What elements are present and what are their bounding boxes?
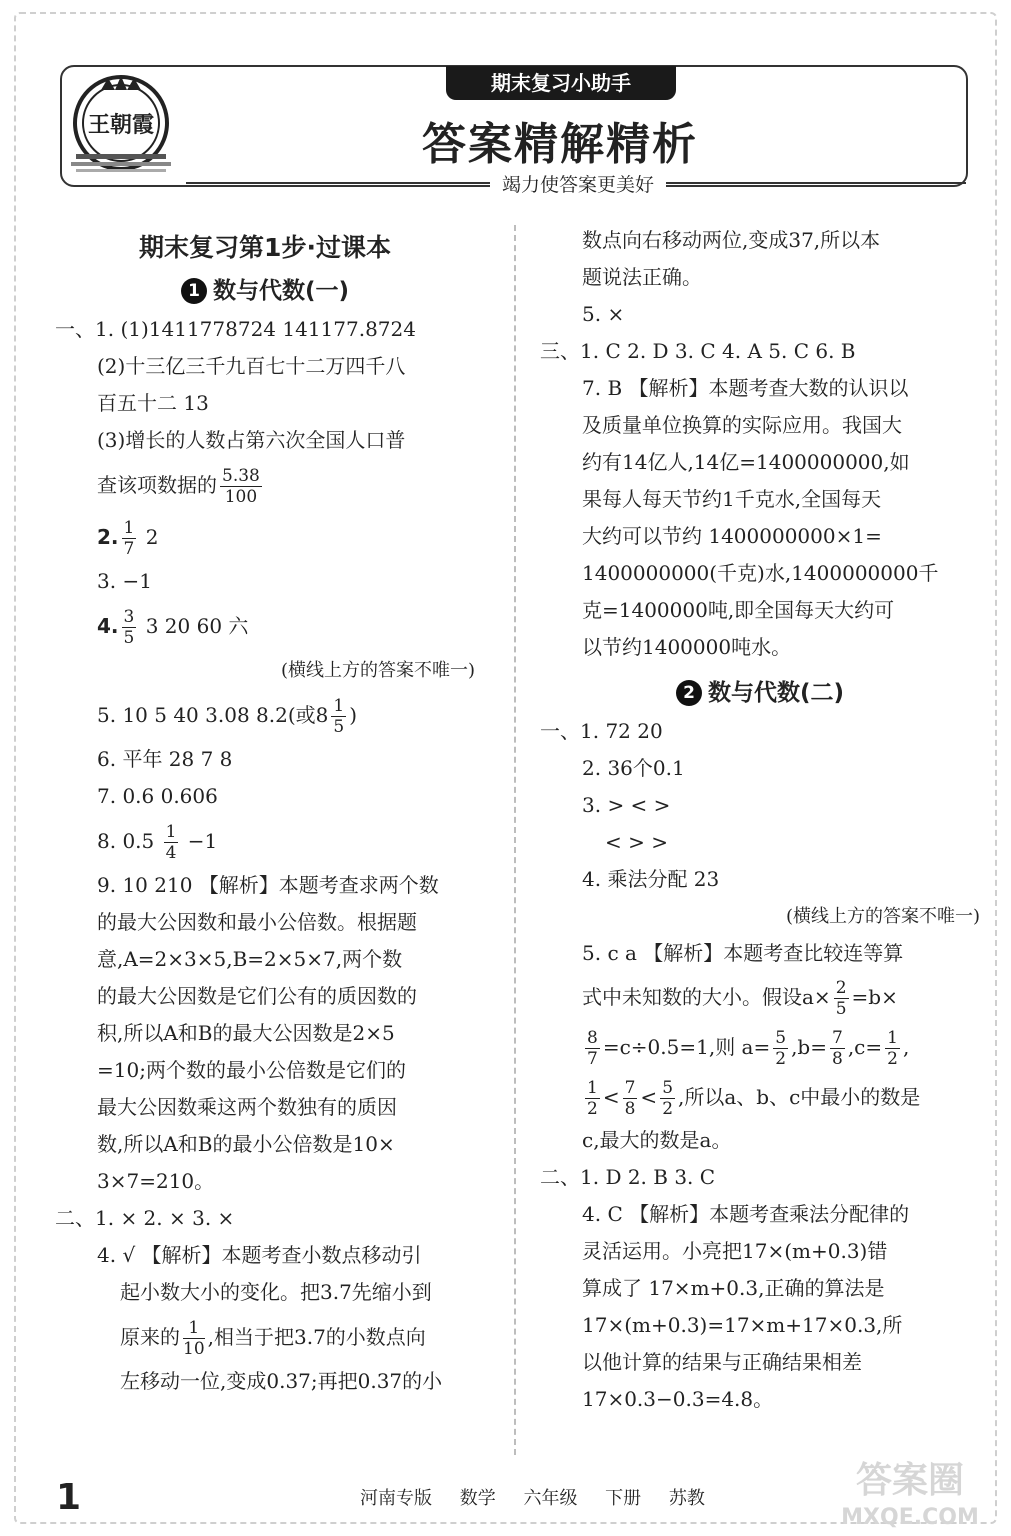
answer-line: 6. 平年 28 7 8 xyxy=(97,747,233,771)
fraction: $\frac{7}{8}$ xyxy=(624,1078,636,1119)
fraction: $\frac{2}{5}$ xyxy=(835,978,847,1019)
right-column xyxy=(540,222,980,1418)
page-title: 答案精解精析 xyxy=(422,119,698,170)
answer-line: 约有14亿人,14亿=1400000000,如 xyxy=(582,450,910,474)
answer-line: 7. B 【解析】本题考查大数的认识以 xyxy=(582,376,909,400)
fraction: $\frac{1}{10}$ xyxy=(183,1318,205,1359)
answer-line: 大约可以节约 1400000000×1= xyxy=(582,524,882,548)
fraction: $\frac{1}{7}$ xyxy=(123,518,135,559)
page-number: 1 xyxy=(56,1477,82,1518)
answer-line: 左移动一位,变成0.37;再把0.37的小 xyxy=(120,1369,443,1393)
fraction: $\frac{1}{2}$ xyxy=(587,1078,598,1119)
answer-line: 17×(m+0.3)=17×m+17×0.3,所 xyxy=(582,1313,903,1337)
note: (横线上方的答案不唯一) xyxy=(280,660,475,681)
fraction: $\frac{8}{7}$ xyxy=(587,1028,598,1069)
answer-line: 以节约1400000吨水。 xyxy=(582,635,792,659)
answer-line: 5. 10 5 40 3.08 8.2(或8 $\frac{1}{5}$ ) xyxy=(97,696,357,737)
answer-line: 5. × xyxy=(582,302,625,326)
answer-line: 最大公因数乘这两个数独有的质因 xyxy=(97,1095,397,1119)
watermark xyxy=(810,1452,1000,1532)
answer-line: 三、1. C 2. D 3. C 4. A 5. C 6. B xyxy=(540,339,856,363)
answer-line: 题说法正确。 xyxy=(582,265,702,289)
header-tag: 期末复习小助手 xyxy=(446,66,676,100)
note: (横线上方的答案不唯一) xyxy=(785,906,980,927)
fraction: $\frac{5}{2}$ xyxy=(662,1078,674,1119)
brand-logo xyxy=(66,68,176,178)
left-column xyxy=(55,222,475,1400)
watermark-title: 答案圈 xyxy=(855,1460,965,1501)
answer-line: 1400000000(千克)水,1400000000千 xyxy=(582,561,939,585)
fraction: $\frac{1}{2}$ xyxy=(887,1028,898,1069)
answer-line: 3. > < > xyxy=(582,793,671,817)
answer-line: 5. c a 【解析】本题考查比较连等算 xyxy=(582,941,904,965)
answer-line: 的最大公因数是它们公有的质因数的 xyxy=(97,984,417,1008)
answer-line: 数,所以A和B的最小公倍数是10× xyxy=(97,1132,395,1156)
answer-line: 7. 0.6 0.606 xyxy=(97,784,218,808)
answer-line: 查该项数据的 $\frac{5.38}{100}$ xyxy=(97,466,260,507)
logo-text: 王朝霞 xyxy=(87,112,155,138)
answer-line: $\frac{8}{7}$ =c÷0.5=1,则 a= $\frac{5}{2}$ ,b= $\frac{7}{8}$ ,c= $\frac{1}{2}$ , xyxy=(587,1028,910,1069)
answer-line: 百五十二 13 xyxy=(97,391,209,415)
answer-line: 及质量单位换算的实际应用。我国大 xyxy=(582,413,902,437)
answer-line: 9. 10 210 【解析】本题考查求两个数 xyxy=(97,873,439,897)
answer-line: (3)增长的人数占第六次全国人口普 xyxy=(97,428,406,452)
answer-line: < > > xyxy=(605,830,668,854)
answer-line: 以他计算的结果与正确结果相差 xyxy=(582,1350,862,1374)
answer-line: 4. $\frac{3}{5}$ 3 20 60 六 xyxy=(97,607,249,648)
answer-line: =10;两个数的最小公倍数是它们的 xyxy=(97,1058,406,1082)
answer-line: 17×0.3−0.3=4.8。 xyxy=(582,1387,774,1411)
answer-line: 积,所以A和B的最大公因数是2×5 xyxy=(97,1021,395,1045)
section-heading: 期末复习第1步·过课本 xyxy=(139,233,391,262)
answer-line: 二、1. × 2. × 3. × xyxy=(55,1206,235,1230)
answer-line: 的最大公因数和最小公倍数。根据题 xyxy=(97,910,417,934)
answer-line: 数点向右移动两位,变成37,所以本 xyxy=(582,228,881,252)
number-badge: 1 xyxy=(181,278,207,304)
footer-info: 河南专版 数学 六年级 下册 苏教 xyxy=(360,1488,705,1509)
answer-line: 4. 乘法分配 23 xyxy=(582,867,720,891)
answer-line: 3. −1 xyxy=(97,569,152,593)
answer-line: 3×7=210。 xyxy=(97,1169,215,1193)
answer-line: 一、1. 72 20 xyxy=(540,719,663,743)
answer-line: 原来的 $\frac{1}{10}$ ,相当于把3.7的小数点向 xyxy=(120,1318,426,1359)
answer-line: c,最大的数是a。 xyxy=(582,1128,732,1152)
answer-line: 一、1. (1)1411778724 141177.8724 xyxy=(55,317,416,341)
fraction: $\frac{1}{5}$ xyxy=(333,696,345,737)
answer-line: 8. 0.5 $\frac{1}{4}$ −1 xyxy=(97,822,218,863)
subsection-heading-2: 2 数与代数(二) xyxy=(540,674,980,707)
answer-line: 起小数大小的变化。把3.7先缩小到 xyxy=(120,1280,432,1304)
column-divider xyxy=(514,225,516,1455)
fraction: $\frac{5}{2}$ xyxy=(775,1028,787,1069)
fraction: $\frac{1}{4}$ xyxy=(165,822,177,863)
answer-line: 2. $\frac{1}{7}$ 2 xyxy=(97,518,159,559)
answer-line: 4. C 【解析】本题考查乘法分配律的 xyxy=(582,1202,910,1226)
answer-line: 果每人每天节约1千克水,全国每天 xyxy=(582,487,882,511)
fraction: $\frac{3}{5}$ xyxy=(123,607,135,648)
answer-line: 算成了 17×m+0.3,正确的算法是 xyxy=(582,1276,885,1300)
slogan: 竭力使答案更美好 xyxy=(490,170,666,197)
answer-line: 式中未知数的大小。假设a× $\frac{2}{5}$ =b× xyxy=(582,978,898,1019)
answer-line: (2)十三亿三千九百七十二万四千八 xyxy=(97,354,406,378)
subsection-heading-1: 1 数与代数(一) xyxy=(55,272,475,305)
answer-line: 4. √ 【解析】本题考查小数点移动引 xyxy=(97,1243,422,1267)
answer-line: $\frac{1}{2}$ < $\frac{7}{8}$ < $\frac{5}{2}$ ,所以a、b、c中最小的数是 xyxy=(587,1078,921,1119)
answer-line: 2. 36个0.1 xyxy=(582,756,685,780)
answer-line: 二、1. D 2. B 3. C xyxy=(540,1165,716,1189)
number-badge: 2 xyxy=(676,680,702,706)
answer-line: 意,A=2×3×5,B=2×5×7,两个数 xyxy=(97,947,403,971)
watermark-url: MXQE.COM xyxy=(841,1505,979,1530)
answer-line: 灵活运用。小亮把17×(m+0.3)错 xyxy=(582,1239,888,1263)
fraction: $\frac{7}{8}$ xyxy=(831,1028,843,1069)
fraction: $\frac{5.38}{100}$ xyxy=(222,466,260,507)
answer-line: 克=1400000吨,即全国每天大约可 xyxy=(582,598,895,622)
